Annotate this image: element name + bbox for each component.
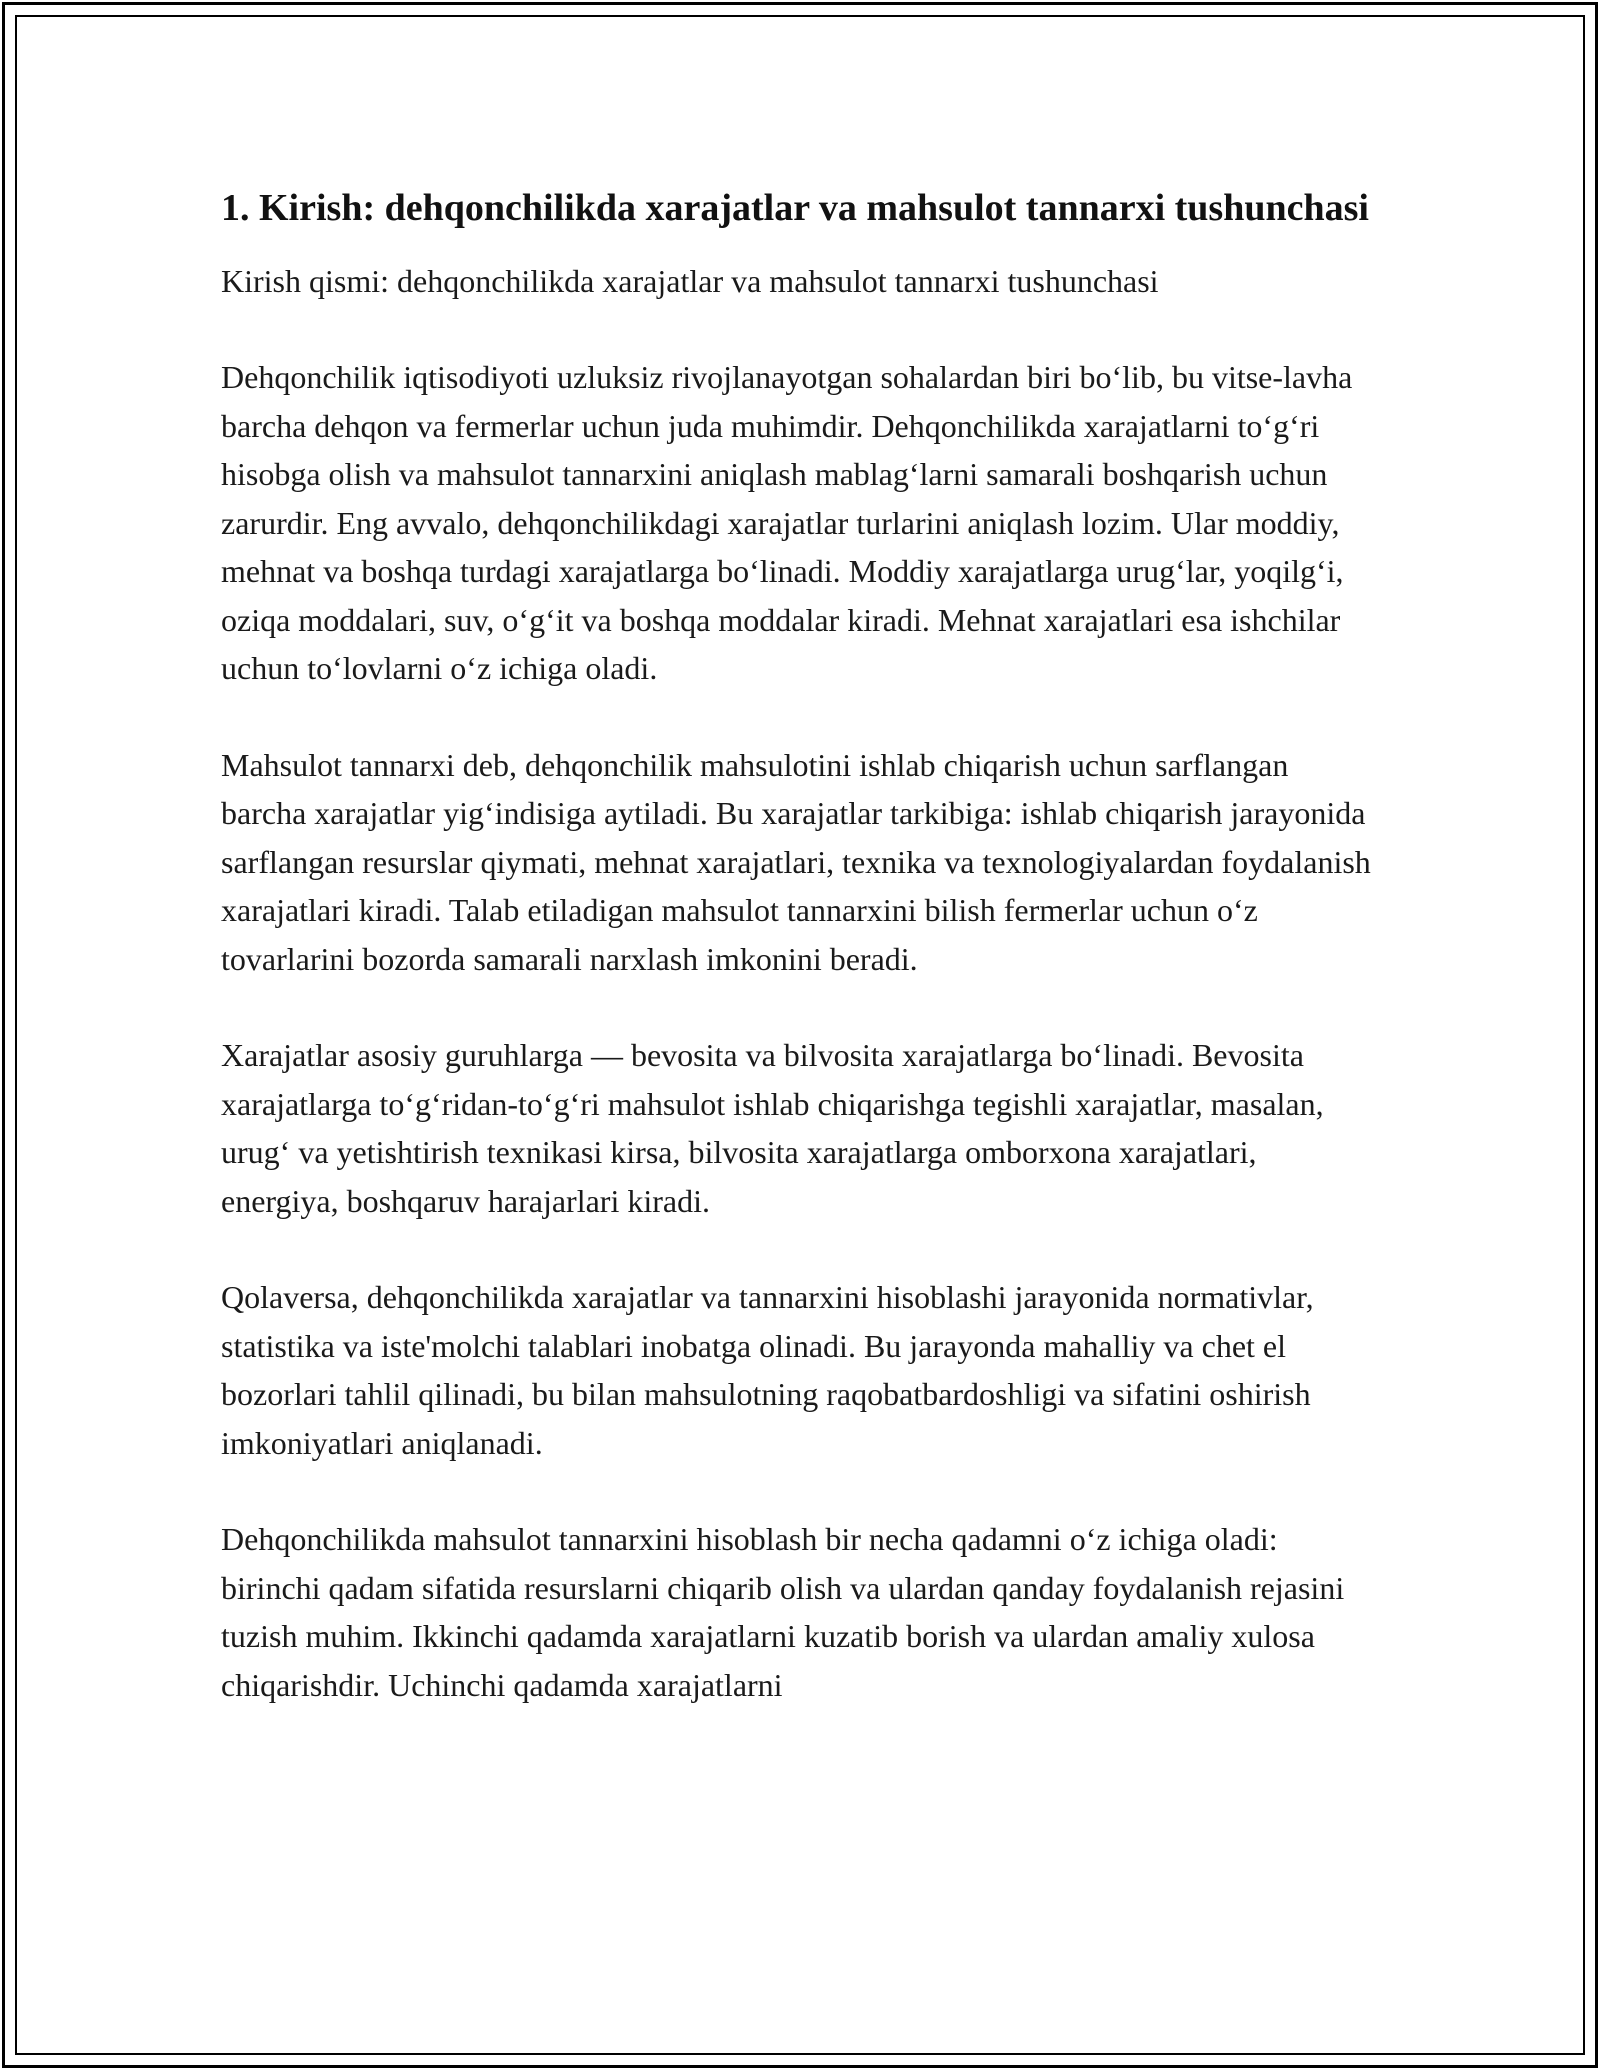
document-subtitle: Kirish qismi: dehqonchilikda xarajatlar va mahsulot tannarxi tushunchasi — [221, 263, 1159, 299]
paragraph-2: Mahsulot tannarxi deb, dehqonchilik mahsulotini ishlab chiqarish uchun sarflangan barcha xarajatlar yig‘indisiga aytiladi. Bu xarajatlar tarkibiga: ishlab chiqarish jarayonida sarflangan resurslar qiymati, mehnat xarajatlari, texnika va texnologiyalardan foydalanish xarajatlari kiradi. Talab etiladigan mahsulot tannarxini bilish fermerlar uchun o‘z tovarlarini bozorda samarali narxlash imkonini beradi. — [221, 746, 1371, 977]
paragraph-3: Xarajatlar asosiy guruhlarga — bevosita va bilvosita xarajatlarga bo‘linadi. Bevosita xarajatlarga to‘g‘ridan-to‘g‘ri mahsulot ishlab chiqarishga tegishli xarajatlar, masalan, urug‘ va yetishtirish texnikasi kirsa, bilvosita xarajatlarga omborxona xarajatlari, energiya, boshqaruv harajarlari kiradi. — [221, 1037, 1324, 1219]
document-body — [221, 182, 1371, 1757]
paragraph-4: Qolaversa, dehqonchilikda xarajatlar va tannarxini hisoblashi jarayonida normativlar, statistika va iste'molchi talablari inobatga olinadi. Bu jarayonda mahalliy va chet el bozorlari tahlil qilinadi, bu bilan mahsulotning raqobatbardoshligi va sifatini oshirish imkoniyatlari aniqlanadi. — [221, 1279, 1314, 1461]
document-title: 1. Kirish: dehqonchilikda xarajatlar va mahsulot tannarxi tushunchasi — [221, 187, 1369, 229]
paragraph-1: Dehqonchilik iqtisodiyoti uzluksiz rivojlanayotgan sohalardan biri bo‘lib, bu vitse-lavha barcha dehqon va fermerlar uchun juda muhimdir. Dehqonchilikda xarajatlarni to‘g‘ri hisobga olish va mahsulot tannarxini aniqlash mablag‘larni samarali boshqarish uchun zarurdir. Eng avvalo, dehqonchilikdagi xarajatlar turlarini aniqlash lozim. Ular moddiy, mehnat va boshqa turdagi xarajatlarga bo‘linadi. Moddiy xarajatlarga urug‘lar, yoqilg‘i, oziqa moddalari, suv, o‘g‘it va boshqa moddalar kiradi. Mehnat xarajatlari esa ishchilar uchun to‘lovlarni o‘z ichiga oladi. — [221, 359, 1353, 686]
paragraph-5: Dehqonchilikda mahsulot tannarxini hisoblash bir necha qadamni o‘z ichiga oladi: birinchi qadam sifatida resurslarni chiqarib olish va ulardan qanday foydalanish rejasini tuzish muhim. Ikkinchi qadamda xarajatlarni kuzatib borish va ulardan amaliy xulosa chiqarishdir. Uchinchi qadamda xarajatlarni — [221, 1521, 1345, 1703]
